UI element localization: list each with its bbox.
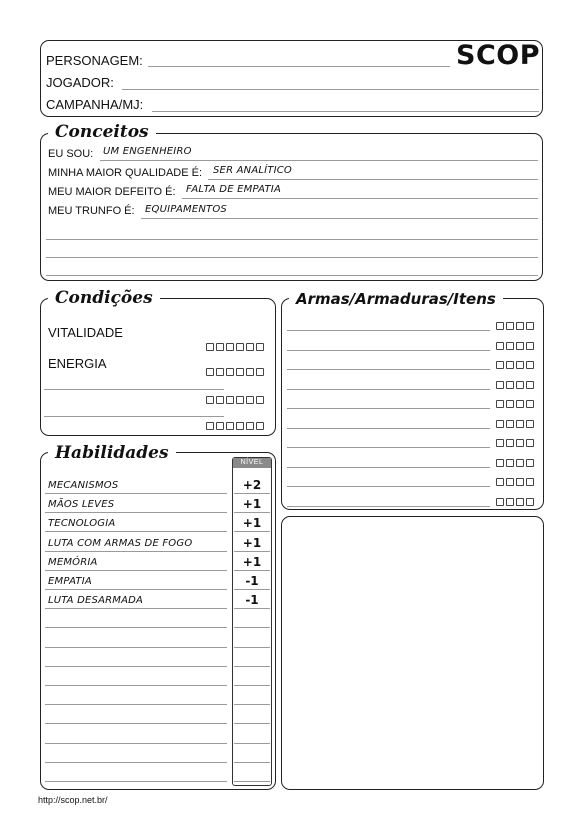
checkbox[interactable]	[496, 361, 504, 369]
checkbox[interactable]	[496, 420, 504, 428]
conceitos-blank-line[interactable]	[46, 275, 538, 276]
skill-line[interactable]	[45, 589, 227, 590]
skill-line[interactable]	[45, 723, 227, 724]
level-line	[234, 685, 270, 686]
checkbox[interactable]	[256, 343, 264, 351]
checkbox[interactable]	[526, 322, 534, 330]
item-line[interactable]	[287, 506, 490, 507]
skill-name[interactable]: LUTA DESARMADA	[48, 595, 144, 607]
skill-line[interactable]	[45, 608, 227, 609]
condicao-extra-line[interactable]	[44, 416, 224, 417]
checkbox[interactable]	[496, 400, 504, 408]
level-line	[234, 627, 270, 628]
checkbox[interactable]	[516, 498, 524, 506]
checkbox[interactable]	[496, 439, 504, 447]
conceitos-blank-line[interactable]	[46, 239, 538, 240]
energia-track[interactable]	[206, 368, 264, 376]
checkbox[interactable]	[526, 459, 534, 467]
habilidades-title: Habilidades	[48, 443, 176, 463]
skill-level[interactable]: +1	[242, 535, 262, 550]
item-track[interactable]	[496, 478, 534, 486]
skill-line[interactable]	[45, 627, 227, 628]
checkbox[interactable]	[246, 422, 254, 430]
checkbox[interactable]	[516, 459, 524, 467]
skill-line[interactable]	[45, 743, 227, 744]
personagem-label: PERSONAGEM:	[46, 53, 143, 68]
campanha-label: CAMPANHA/MJ:	[46, 97, 144, 112]
item-line[interactable]	[287, 408, 490, 409]
checkbox[interactable]	[506, 381, 514, 389]
checkbox[interactable]	[226, 368, 234, 376]
level-line	[234, 589, 270, 590]
checkbox[interactable]	[496, 381, 504, 389]
skill-name[interactable]: MÃOS LEVES	[48, 499, 115, 511]
conceito-value[interactable]: UM ENGENHEIRO	[103, 146, 192, 157]
footer-url[interactable]: http://scop.net.br/	[38, 795, 108, 805]
vitalidade-track[interactable]	[206, 343, 264, 351]
level-line	[234, 512, 270, 513]
checkbox[interactable]	[216, 343, 224, 351]
skill-name[interactable]: TECNOLOGIA	[48, 518, 116, 530]
armas-title: Armas/Armaduras/Itens	[289, 289, 503, 309]
item-track[interactable]	[496, 459, 534, 467]
checkbox[interactable]	[226, 422, 234, 430]
checkbox[interactable]	[216, 368, 224, 376]
scop-logo: SCOP	[456, 40, 541, 71]
condicao-extra-track[interactable]	[206, 396, 264, 404]
skill-line[interactable]	[45, 493, 227, 494]
energia-label: ENERGIA	[48, 356, 107, 371]
conceito-label: EU SOU:	[48, 148, 94, 160]
checkbox[interactable]	[206, 396, 214, 404]
level-line	[234, 743, 270, 744]
checkbox[interactable]	[246, 368, 254, 376]
item-line[interactable]	[287, 350, 490, 351]
checkbox[interactable]	[256, 422, 264, 430]
checkbox[interactable]	[506, 439, 514, 447]
checkbox[interactable]	[206, 422, 214, 430]
checkbox[interactable]	[226, 396, 234, 404]
qualidade-label: MINHA MAIOR QUALIDADE É:	[48, 167, 203, 179]
checkbox[interactable]	[236, 422, 244, 430]
skill-line[interactable]	[45, 531, 227, 532]
checkbox[interactable]	[516, 478, 524, 486]
skill-line[interactable]	[45, 762, 227, 763]
checkbox[interactable]	[246, 396, 254, 404]
skill-line[interactable]	[45, 704, 227, 705]
checkbox[interactable]	[496, 498, 504, 506]
checkbox[interactable]	[506, 342, 514, 350]
level-line	[234, 723, 270, 724]
skill-name[interactable]: LUTA COM ARMAS DE FOGO	[48, 537, 193, 549]
item-line[interactable]	[287, 467, 490, 468]
checkbox[interactable]	[516, 361, 524, 369]
checkbox[interactable]	[526, 381, 534, 389]
level-line	[234, 493, 270, 494]
checkbox[interactable]	[526, 478, 534, 486]
vitalidade-label: VITALIDADE	[48, 325, 123, 340]
skill-level[interactable]: -1	[245, 574, 259, 588]
condicao-extra-track[interactable]	[206, 422, 264, 430]
checkbox[interactable]	[526, 439, 534, 447]
checkbox[interactable]	[206, 368, 214, 376]
skill-name[interactable]: EMPATIA	[48, 576, 92, 587]
item-track[interactable]	[496, 381, 534, 389]
checkbox[interactable]	[236, 396, 244, 404]
skill-name[interactable]: MECANISMOS	[48, 480, 119, 491]
checkbox[interactable]	[506, 400, 514, 408]
checkbox[interactable]	[236, 368, 244, 376]
checkbox[interactable]	[496, 478, 504, 486]
conceitos-blank-line[interactable]	[46, 257, 538, 258]
conceito-line	[100, 160, 538, 161]
checkbox[interactable]	[506, 361, 514, 369]
skill-level[interactable]: +1	[242, 497, 262, 512]
skill-name[interactable]: MEMÓRIA	[48, 556, 98, 568]
item-track[interactable]	[496, 498, 534, 506]
jogador-field[interactable]	[122, 89, 539, 90]
item-line[interactable]	[287, 486, 490, 487]
level-line	[234, 704, 270, 705]
checkbox[interactable]	[206, 343, 214, 351]
item-line[interactable]	[287, 369, 490, 370]
item-line[interactable]	[287, 428, 490, 429]
item-line[interactable]	[287, 389, 490, 390]
skill-line[interactable]	[45, 685, 227, 686]
checkbox[interactable]	[506, 498, 514, 506]
checkbox[interactable]	[526, 342, 534, 350]
skill-line[interactable]	[45, 781, 227, 782]
checkbox[interactable]	[236, 343, 244, 351]
item-track[interactable]	[496, 361, 534, 369]
item-track[interactable]	[496, 400, 534, 408]
level-line	[234, 647, 270, 648]
defeito-value[interactable]: FALTA DE EMPATIA	[186, 184, 281, 195]
checkbox[interactable]	[246, 343, 254, 351]
skill-line[interactable]	[45, 512, 227, 513]
conceitos-title: Conceitos	[48, 122, 156, 142]
skill-level[interactable]: +1	[242, 516, 262, 531]
checkbox[interactable]	[506, 459, 514, 467]
level-line	[234, 781, 270, 782]
checkbox[interactable]	[516, 342, 524, 350]
checkbox[interactable]	[506, 420, 514, 428]
item-line[interactable]	[287, 330, 490, 331]
skill-line[interactable]	[45, 666, 227, 667]
skill-line[interactable]	[45, 647, 227, 648]
skill-line[interactable]	[45, 570, 227, 571]
item-track[interactable]	[496, 439, 534, 447]
checkbox[interactable]	[506, 322, 514, 330]
checkbox[interactable]	[516, 322, 524, 330]
skill-level[interactable]: -1	[245, 593, 259, 608]
checkbox[interactable]	[496, 322, 504, 330]
qualidade-line	[208, 179, 538, 180]
trunfo-label: MEU TRUNFO É:	[48, 205, 135, 217]
item-track[interactable]	[496, 420, 534, 428]
checkbox[interactable]	[526, 361, 534, 369]
item-line[interactable]	[287, 447, 490, 448]
skill-level[interactable]: +2	[242, 478, 262, 492]
trunfo-value[interactable]: EQUIPAMENTOS	[145, 204, 227, 215]
skill-level[interactable]: +1	[242, 554, 262, 569]
defeito-label: MEU MAIOR DEFEITO É:	[48, 186, 176, 198]
checkbox[interactable]	[226, 343, 234, 351]
checkbox[interactable]	[496, 342, 504, 350]
defeito-line	[182, 198, 538, 199]
level-line	[234, 608, 270, 609]
skill-line[interactable]	[45, 551, 227, 552]
level-line	[234, 531, 270, 532]
checkbox[interactable]	[216, 422, 224, 430]
checkbox[interactable]	[516, 439, 524, 447]
checkbox[interactable]	[496, 459, 504, 467]
checkbox[interactable]	[216, 396, 224, 404]
checkbox[interactable]	[516, 400, 524, 408]
checkbox[interactable]	[516, 420, 524, 428]
level-line	[234, 666, 270, 667]
condicoes-title: Condições	[48, 288, 160, 308]
checkbox[interactable]	[516, 381, 524, 389]
level-line	[234, 570, 270, 571]
level-line	[234, 551, 270, 552]
level-line	[234, 762, 270, 763]
personagem-field[interactable]	[148, 66, 450, 67]
checkbox[interactable]	[526, 420, 534, 428]
checkbox[interactable]	[256, 396, 264, 404]
notes-box[interactable]	[281, 516, 544, 790]
checkbox[interactable]	[526, 400, 534, 408]
checkbox[interactable]	[256, 368, 264, 376]
condicao-extra-line[interactable]	[44, 389, 224, 390]
checkbox[interactable]	[526, 498, 534, 506]
nivel-header: NÍVEL	[233, 458, 271, 468]
checkbox[interactable]	[506, 478, 514, 486]
campanha-field[interactable]	[152, 111, 539, 112]
qualidade-value[interactable]: SER ANALÍTICO	[213, 165, 292, 176]
item-track[interactable]	[496, 342, 534, 350]
item-track[interactable]	[496, 322, 534, 330]
trunfo-line	[141, 218, 538, 219]
jogador-label: JOGADOR:	[46, 75, 114, 90]
